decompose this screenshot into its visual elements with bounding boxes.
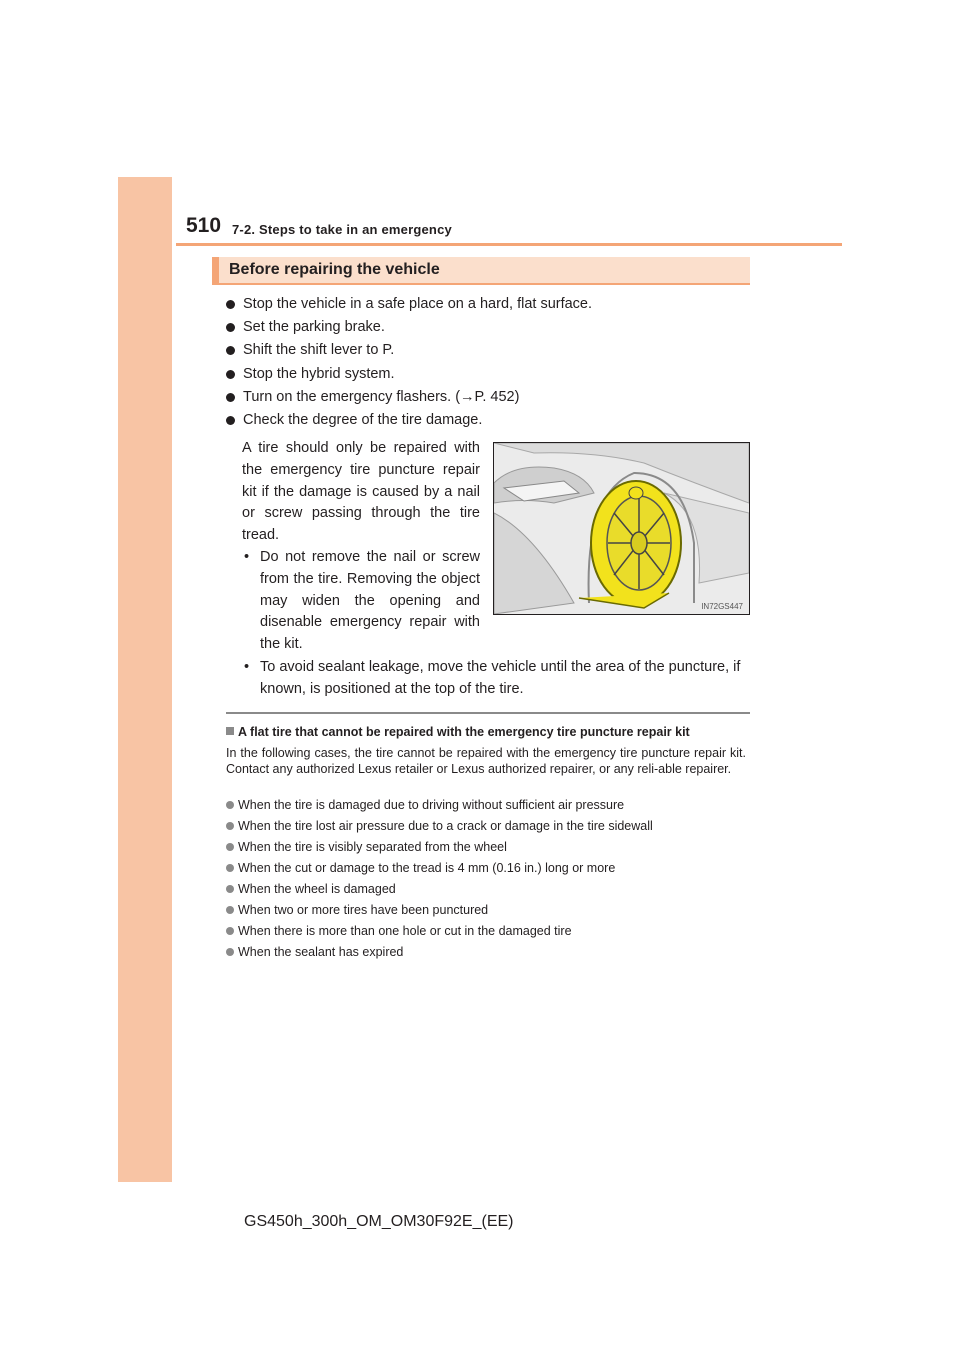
figure-code: IN72GS447 bbox=[701, 602, 743, 611]
list-item: When there is more than one hole or cut in the damaged tire bbox=[226, 923, 653, 944]
list-item: When the tire is visibly separated from the wheel bbox=[226, 839, 653, 860]
bullet-dot-icon bbox=[226, 864, 234, 872]
repair-condition-paragraph: A tire should only be repaired with the emergency tire puncture repair kit if the damage is caused by a nail or screw passing through the tire tread. bbox=[242, 440, 480, 544]
bullet-dot-icon bbox=[226, 393, 235, 402]
list-item: When the tire is damaged due to driving without sufficient air pressure bbox=[226, 797, 653, 818]
list-item: Shift the shift lever to P. bbox=[226, 340, 592, 363]
bullet-dot-icon bbox=[226, 801, 234, 809]
list-item: When the sealant has expired bbox=[226, 944, 653, 965]
bullet-dot-icon bbox=[226, 346, 235, 355]
sub-item: • Do not remove the nail or screw from the tire. Removing the object may widen the opening and disenable emergency repair with the kit. bbox=[244, 549, 480, 653]
bullet-dot-icon bbox=[226, 948, 234, 956]
side-tab-band bbox=[118, 177, 172, 1182]
unrepairable-cases-list bbox=[226, 797, 653, 965]
section-title-text: Before repairing the vehicle bbox=[229, 261, 440, 278]
bullet-dot-icon bbox=[226, 822, 234, 830]
section-title bbox=[212, 257, 750, 285]
bullet-dot-icon bbox=[226, 323, 235, 332]
bullet-dot-icon bbox=[226, 885, 234, 893]
note-divider bbox=[226, 712, 750, 714]
footer-model-code: GS450h_300h_OM_OM30F92E_(EE) bbox=[244, 1213, 514, 1230]
list-item: Stop the hybrid system. bbox=[226, 364, 592, 387]
car-wheel-illustration bbox=[494, 443, 749, 614]
chapter-title: 7-2. Steps to take in an emergency bbox=[232, 222, 452, 237]
page-reference-link[interactable]: Turn on the emergency flashers. (→P. 452) bbox=[243, 388, 520, 405]
list-item: Stop the vehicle in a safe place on a hard, flat surface. bbox=[226, 294, 592, 317]
list-item: Check the degree of the tire damage. bbox=[226, 410, 592, 433]
list-item bbox=[226, 387, 592, 410]
header-rule bbox=[176, 243, 842, 246]
bullet-dot-icon bbox=[226, 370, 235, 379]
note-body: In the following cases, the tire cannot be repaired with the emergency tire puncture repair kit. Contact any authorized Lexus retailer or Lexus authorized repairer, or any reli-able repairer. bbox=[226, 746, 746, 776]
bullet-dot-icon bbox=[226, 927, 234, 935]
page-number: 510 bbox=[186, 214, 222, 237]
bullet-dot-icon bbox=[226, 300, 235, 309]
sub-bullet-marker: • bbox=[244, 659, 250, 675]
precaution-list bbox=[226, 294, 592, 433]
bullet-dot-icon bbox=[226, 843, 234, 851]
list-item: When the tire lost air pressure due to a crack or damage in the tire sidewall bbox=[226, 818, 653, 839]
tire-illustration bbox=[493, 442, 750, 615]
list-item: When the cut or damage to the tread is 4 mm (0.16 in.) long or more bbox=[226, 860, 653, 881]
sub-bullet-marker: • bbox=[244, 549, 250, 565]
bullet-dot-icon bbox=[226, 416, 235, 425]
list-item: When two or more tires have been punctured bbox=[226, 902, 653, 923]
square-marker-icon bbox=[226, 727, 234, 735]
bullet-dot-icon bbox=[226, 906, 234, 914]
sub-item: • To avoid sealant leakage, move the vehicle until the area of the puncture, if known, is positioned at the top of the tire. bbox=[244, 659, 741, 697]
list-item: When the wheel is damaged bbox=[226, 881, 653, 902]
note-heading: A flat tire that cannot be repaired with the emergency tire puncture repair kit bbox=[226, 725, 690, 739]
list-item: Set the parking brake. bbox=[226, 317, 592, 340]
